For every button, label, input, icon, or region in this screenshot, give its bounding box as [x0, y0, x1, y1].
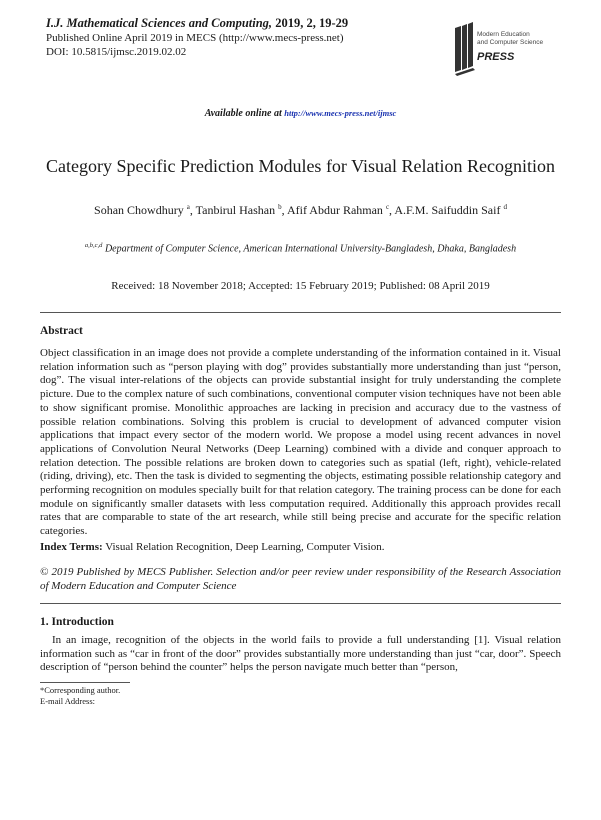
author: Afif Abdur Rahman $^c$,: [286, 203, 395, 217]
doi-line: DOI: 10.5815/ijmsc.2019.02.02: [46, 46, 187, 58]
author: Tanbirul Hashan $^b$,: [195, 203, 287, 217]
abstract-text: Object classification in an image does not provide a complete understanding of the information contained in it. Visual relation information such as “person playing with dog” provides substantially more understanding than just “person, dog”. The visual inter-relations of the objects can provide substantial insight for truly understanding the complete picture. Due to the complex nature of such combinations, conventional computer vision techniques have not been able to show significant promise. Monolithic approaches are lacking in precision and accuracy due to the vastness of possible relation combinations. Solving this problem is crucial to development of advanced computer vision applications that impact every sector of the modern world. We propose a model using recent advances in novel applications of Convolution Neural Networks (Deep Learning) combined with a divide and conquer approach to relation detection. The possible relations are broken down to categories such as spatial (left, right), vehicle-related (riding, driving), etc. Then the task is divided to segmenting the objects, estimating possible relationship category and performing recognition on modules specially built for that relation category. The training process can be done for each module on significantly smaller datasets with less computation required. Additionally this approach provides recall rates that are comparable to state of the art research, while still being precise and accurate for the specific relation categories.: [40, 347, 561, 538]
author: A.F.M. Saifuddin Saif $^d$: [394, 203, 507, 217]
affiliation: [20, 242, 581, 254]
divider: [40, 312, 561, 313]
author: Sohan Chowdhury $^a$,: [94, 203, 196, 217]
journal-url-link[interactable]: http://www.mecs-press.net/ijmsc: [284, 108, 397, 118]
footnote-divider: [40, 682, 130, 683]
logo-line2: and Computer Science: [477, 39, 544, 46]
corresponding-author-note: *Corresponding author.: [40, 685, 121, 695]
logo-line1: Modern Education: [477, 31, 530, 38]
affiliation-superscript: a,b,c,d: [84, 242, 103, 249]
journal-name: I.J. Mathematical Sciences and Computing,: [46, 16, 273, 30]
index-terms-text: Visual Relation Recognition, Deep Learning, Computer Vision.: [105, 541, 385, 553]
availability-label: Available online at: [204, 108, 282, 119]
book-icon: [455, 22, 475, 76]
mecs-press-logo: [451, 22, 561, 84]
publication-dates: Received: 18 November 2018; Accepted: 15 February 2019; Published: 08 April 2019: [111, 280, 490, 292]
index-terms-label: Index Terms:: [40, 541, 103, 553]
affiliation-text: Department of Computer Science, American International University-Bangladesh, Dhaka, Bangladesh: [104, 243, 517, 255]
logo-press: PRESS: [477, 51, 515, 63]
introduction-heading: 1. Introduction: [40, 616, 114, 628]
paper-title: Category Specific Prediction Modules for Visual Relation Recognition: [46, 156, 555, 176]
copyright-notice: © 2019 Published by MECS Publisher. Selection and/or peer review under responsibility of the Research Association of Modern Education and Computer Science: [40, 566, 561, 592]
abstract-heading: Abstract: [40, 325, 83, 337]
availability-line: [0, 108, 601, 119]
introduction-text: In an image, recognition of the objects in the world fails to provide a full understanding [1]. Visual relation information such as “car in front of the door” provides substantially more understanding than just “car, door”. Speech description of “person behind the counter” helps the person navigate much better than “person,: [40, 634, 561, 674]
published-line: Published Online April 2019 in MECS (http://www.mecs-press.net): [46, 32, 344, 44]
index-terms: [40, 541, 561, 553]
volume-info: 2019, 2, 19-29: [275, 16, 349, 30]
divider: [40, 603, 561, 604]
author-list: [20, 203, 581, 218]
email-address-label: E-mail Address:: [40, 696, 96, 706]
journal-citation: [46, 16, 348, 31]
